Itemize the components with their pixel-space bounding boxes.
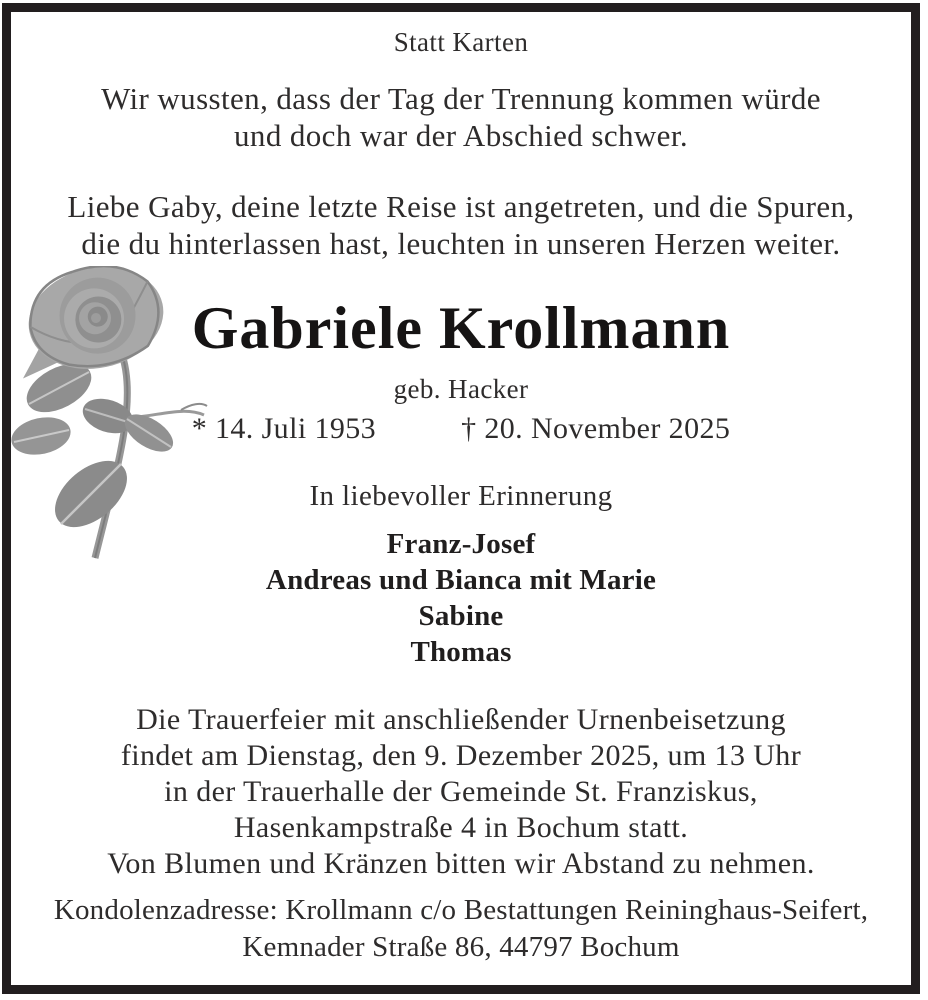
mourner-name: Thomas [410,636,512,668]
service-line: findet am Dienstag, den 9. Dezember 2025, um 13 Uhr [120,739,802,772]
preface-text: Statt Karten [393,27,529,57]
condolence-address [11,892,911,966]
service-line: Von Blumen und Kränzen bitten wir Abstand zu nehmen. [107,847,815,880]
verse-2-line-1: Liebe Gaby, deine letzte Reise ist angetreten, und die Spuren, [67,189,855,224]
verse-2 [11,188,911,262]
notice-frame [2,3,920,994]
verse-2-line-2: die du hinterlassen hast, leuchten in unseren Herzen weiter. [81,226,841,261]
service-details [11,702,911,882]
service-line: Die Trauerfeier mit anschließender Urnenbeisetzung [136,703,786,736]
service-line: in der Trauerhalle der Gemeinde St. Franziskus, [164,775,758,808]
deceased-name: Gabriele Krollmann [191,295,731,361]
service-line: Hasenkampstraße 4 in Bochum statt. [233,811,689,844]
life-dates [11,412,911,446]
verse-1-line-1: Wir wussten, dass der Tag der Trennung kommen würde [101,81,821,116]
maiden-name: geb. Hacker [393,374,529,404]
remembrance-text: In liebevoller Erinnerung [309,480,613,512]
condolence-line-2: Kemnader Straße 86, 44797 Bochum [242,931,680,963]
mourner-name: Andreas und Bianca mit Marie [265,564,657,596]
verse-1-line-2: und doch war der Abschied schwer. [234,118,688,153]
birth-date: * 14. Juli 1953 [191,412,377,445]
mourner-name: Franz-Josef [386,528,536,560]
verse-1 [11,80,911,154]
death-date: † 20. November 2025 [461,412,731,445]
mourner-name: Sabine [418,600,504,632]
mourners-list [11,526,911,670]
condolence-line-1: Kondolenzadresse: Krollmann c/o Bestattungen Reininghaus-Seifert, [53,894,869,926]
